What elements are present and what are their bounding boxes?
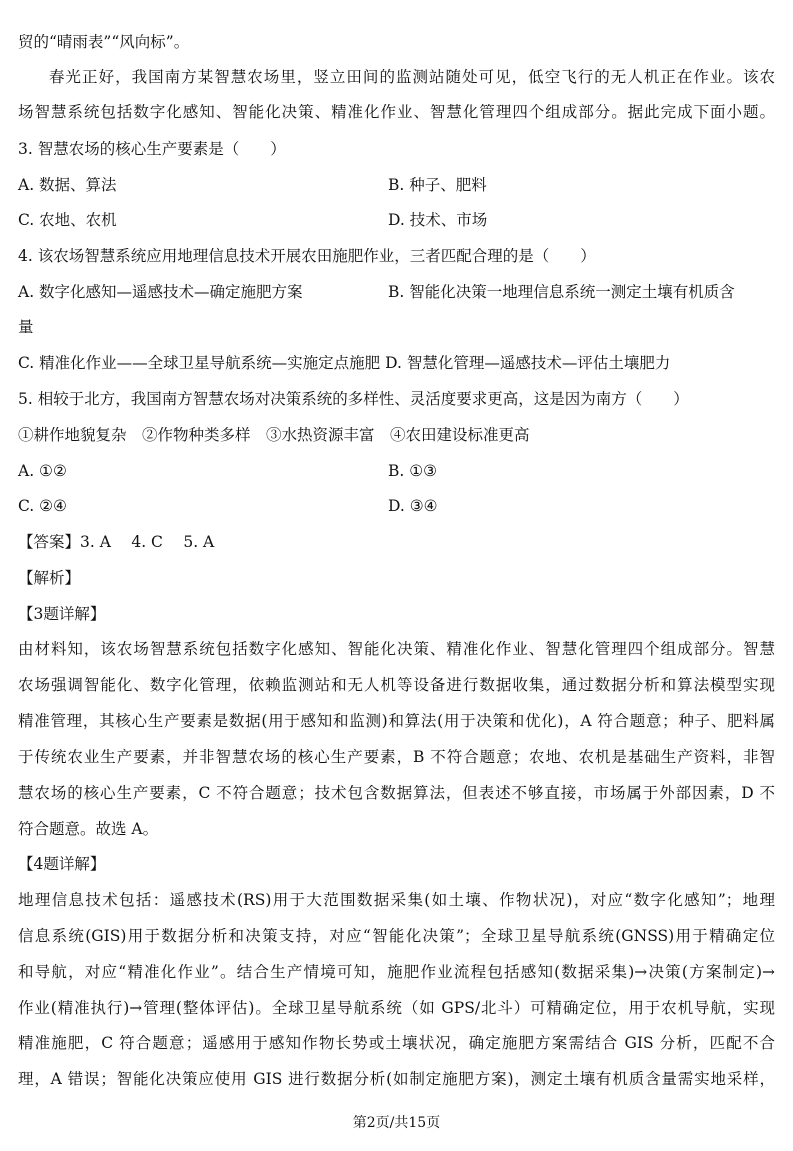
q5-option-c: C. ②④: [18, 497, 67, 515]
q4-detail-heading: 【4题详解】: [18, 855, 106, 873]
analysis-heading: 【解析】: [18, 569, 81, 587]
q4-detail-line: 信息系统(GIS)用于数据分析和决策支持，对应“智能化决策”；全球卫星导航系统(GNSS)用于精确定位: [18, 927, 775, 945]
q3-detail-line: 精准管理，其核心生产要素是数据(用于感知和监测)和算法(用于决策和优化)，A 符合题意；种子、肥料属: [18, 712, 775, 730]
q4-detail-line: 地理信息技术包括：遥感技术(RS)用于大范围数据采集(如土壤、作物状况)，对应“数字化感知”；地理: [18, 891, 775, 909]
q3-detail-line: 农场强调智能化、数字化管理，依赖监测站和无人机等设备进行数据收集，通过数据分析和算法模型实现: [18, 676, 775, 694]
question-3-stem: 3. 智慧农场的核心生产要素是（ ）: [18, 140, 286, 158]
q4-detail-line: 作业(精准执行)→管理(整体评估)。全球卫星导航系统（如 GPS/北斗）可精确定位，用于农机导航，实现: [18, 999, 775, 1017]
q3-option-d: D. 技术、市场: [388, 211, 488, 229]
q5-option-b: B. ①③: [388, 462, 438, 480]
page-number: 第2页/共15页: [352, 1115, 441, 1131]
q3-detail-line: 由材料知，该农场智慧系统包括数字化感知、智能化决策、精准化作业、智慧化管理四个组成部分。智慧: [18, 640, 775, 658]
q4-options-c-d: C. 精准化作业——全球卫星导航系统—实施定点施肥 D. 智慧化管理—遥感技术—评估土壤肥力: [18, 354, 671, 372]
text-line: 贸的“晴雨表”“风向标”。: [18, 33, 190, 51]
q4-detail-line: 理，A 错误；智能化决策应使用 GIS 进行数据分析(如制定施肥方案)，测定土壤有机质含量需实地采样，: [18, 1070, 775, 1088]
q4-detail-line: 和导航，对应“精准化作业”。结合生产情境可知，施肥作业流程包括感知(数据采集)→决策(方案制定)→: [18, 963, 775, 981]
answer-line: 【答案】3. A 4. C 5. A: [18, 533, 215, 551]
q5-option-a: A. ①②: [18, 462, 67, 480]
question-4-stem: 4. 该农场智慧系统应用地理信息技术开展农田施肥作业，三者匹配合理的是（ ）: [18, 247, 596, 265]
q3-detail-heading: 【3题详解】: [18, 605, 106, 623]
q3-option-a: A. 数据、算法: [18, 176, 117, 194]
passage-line: 春光正好，我国南方某智慧农场里，竖立田间的监测站随处可见，低空飞行的无人机正在作业。该农: [49, 68, 775, 86]
q3-option-c: C. 农地、农机: [18, 211, 117, 229]
q5-statements: ①耕作地貌复杂 ②作物种类多样 ③水热资源丰富 ④农田建设标准更高: [18, 426, 530, 444]
q4-detail-line: 精准施肥，C 符合题意；遥感用于感知作物长势或土壤状况，确定施肥方案需结合 GIS 分析，匹配不合: [18, 1034, 775, 1052]
q4-option-b-continued: 量: [18, 318, 34, 336]
q4-option-a: A. 数字化感知—遥感技术—确定施肥方案: [18, 283, 303, 301]
q3-detail-line: 于传统农业生产要素，并非智慧农场的核心生产要素，B 不符合题意；农地、农机是基础生产资料，非智: [18, 748, 775, 766]
q3-detail-line: 慧农场的核心生产要素，C 不符合题意；技术包含数据算法，但表述不够直接，市场属于外部因素，D 不: [18, 784, 775, 802]
q4-option-b: B. 智能化决策一地理信息系统一测定土壤有机质含: [388, 283, 735, 301]
question-5-stem: 5. 相较于北方，我国南方智慧农场对决策系统的多样性、灵活度要求更高，这是因为南方（ ）: [18, 390, 689, 408]
q3-option-b: B. 种子、肥料: [388, 176, 487, 194]
q3-detail-line: 符合题意。故选 A。: [18, 820, 159, 838]
passage-line: 场智慧系统包括数字化感知、智能化决策、精准化作业、智慧化管理四个组成部分。据此完成下面小题。: [18, 103, 775, 121]
q5-option-d: D. ③④: [388, 497, 438, 515]
